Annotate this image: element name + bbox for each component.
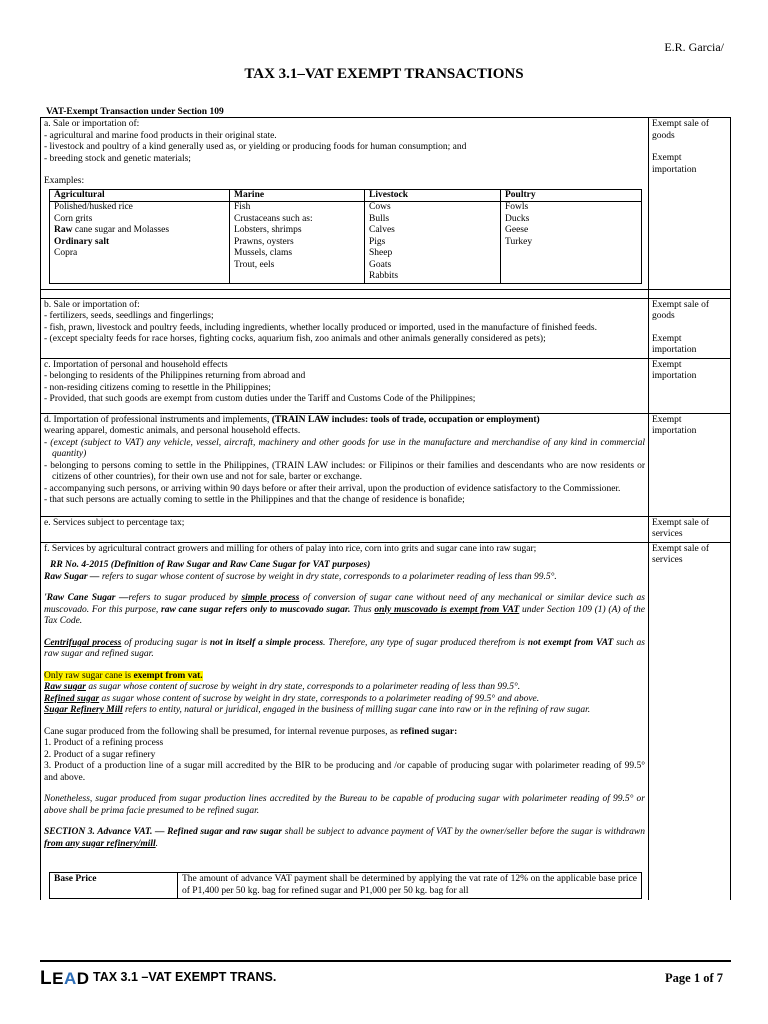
examples-body-row: [50, 202, 642, 284]
base-price-label: Base Price: [50, 873, 178, 899]
col-header-poultry: Poultry: [501, 189, 642, 202]
row-e-classification: [649, 516, 731, 542]
page-number: Page 1 of 7: [665, 971, 723, 985]
row-f-content: [41, 542, 649, 900]
marine-cell: [230, 202, 365, 284]
page-title: TAX 3.1–VAT EXEMPT TRANSACTIONS: [244, 66, 524, 82]
row-b-content: [41, 298, 649, 358]
list-item: Corn grits: [54, 213, 93, 224]
row-b-line: - (except specialty feeds for race horses, fighting cocks, aquarium fish, zoo animals and other animals generally considered as pets);: [44, 334, 546, 344]
row-c-line: - non-residing citizens coming to resettle in the Philippines;: [44, 382, 271, 393]
classification-label: Exempt sale of goods: [652, 299, 709, 321]
row-d-line: d. Importation of professional instruments and implements, (TRAIN LAW includes: tools of trade, occupation or employment): [44, 414, 540, 425]
list-item: 2. Product of a sugar refinery: [44, 749, 156, 760]
list-item: Lobsters, shrimps: [234, 225, 302, 235]
row-d: [41, 413, 731, 516]
col-header-agricultural: Agricultural: [50, 189, 230, 202]
highlighted-note: Only raw sugar cane is exempt from vat.: [44, 670, 203, 681]
row-a-line: a. Sale or importation of:: [44, 119, 140, 129]
poultry-cell: [501, 202, 642, 284]
examples-table: [49, 189, 642, 284]
row-d-classification: [649, 413, 731, 516]
row-d-line: - accompanying such persons, or arriving within 90 days before or after their arrival, upon the production of evidence satisfactory to the Commissioner.: [44, 483, 621, 494]
row-a-line: - livestock and poultry of a kind generally used as, or yielding or producing foods for human consumption; and: [44, 142, 467, 152]
row-d-line: wearing apparel, domestic animals, and personal household effects.: [44, 426, 301, 436]
list-item: Copra: [54, 248, 78, 258]
row-e: [41, 516, 731, 542]
examples-label: Examples:: [44, 176, 85, 186]
row-f: [41, 542, 731, 900]
row-a-line: - breeding stock and genetic materials;: [44, 153, 191, 164]
classification-label: Exempt importation: [652, 414, 697, 436]
raw-sugar-definition: Raw Sugar — refers to sugar whose content of sucrose by weight in dry state, corresponds to a polarimeter reading of less than 99.5°.: [44, 571, 557, 582]
classification-label: Exempt sale of services: [652, 517, 709, 539]
list-item: Crustaceans such as:: [234, 213, 313, 224]
row-e-line: e. Services subject to percentage tax;: [44, 517, 185, 528]
row-c-line: c. Importation of personal and household effects: [44, 359, 228, 370]
centrifugal-process-paragraph: Centrifugal process of producing sugar is not in itself a simple process. Therefore, any type of sugar produced therefrom is not exempt from VAT such as raw sugar and refined sugar.: [44, 637, 645, 659]
row-a: [41, 118, 731, 290]
classification-label: Exempt importation: [652, 333, 697, 355]
list-item: Geese: [505, 225, 529, 235]
def-sugar-refinery-mill: Sugar Refinery Mill refers to entity, natural or juridical, engaged in the business of milling sugar cane into raw or in the refining of raw sugar.: [44, 705, 591, 715]
author-label: E.R. Garcia/: [664, 40, 724, 54]
base-price-text: The amount of advance VAT payment shall be determined by applying the vat rate of 12% on the applicable base price of P1,400 per 50 kg. bag for refined sugar and P1,000 per 50 kg. bag for all: [178, 873, 642, 899]
list-item: Fowls: [505, 202, 529, 212]
agricultural-cell: [50, 202, 230, 284]
row-c-line: - Provided, that such goods are exempt from custom duties under the Tariff and Customs Code of the Philippines;: [44, 394, 476, 404]
footer-title: TAX 3.1 –VAT EXEMPT TRANS.: [93, 970, 277, 984]
list-item: Raw cane sugar and Molasses: [54, 225, 170, 235]
list-item: Polished/husked rice: [54, 202, 133, 212]
list-item: Mussels, clams: [234, 248, 293, 258]
list-item: Calves: [369, 225, 395, 235]
row-d-line: - that such persons are actually coming to settle in the Philippines and that the change of residence is bonafide;: [44, 495, 465, 505]
row-d-content: [41, 413, 649, 516]
row-c: [41, 358, 731, 413]
row-b: [41, 298, 731, 358]
classification-label: Exempt importation: [652, 359, 697, 381]
lead-logo: LEAD: [40, 968, 90, 989]
list-item: Turkey: [505, 236, 533, 247]
row-b-line: - fish, prawn, livestock and poultry feeds, including ingredients, whether locally produced or imported, used in the manufacture of finished feeds.: [44, 322, 597, 333]
base-price-table: [49, 872, 642, 899]
row-d-line: - (except (subject to VAT) any vehicle, vessel, aircraft, machinery and other goods for use in the manufacture and merchandise of any kind in commercial quantity): [44, 437, 645, 459]
row-a-content: [41, 118, 649, 290]
section-heading: VAT-Exempt Transaction under Section 109: [46, 107, 224, 117]
list-item: Sheep: [369, 248, 393, 258]
row-b-classification: [649, 298, 731, 358]
list-item: Ordinary salt: [54, 236, 110, 247]
list-item: Trout, eels: [234, 259, 275, 270]
row-a-classification: [649, 118, 731, 290]
classification-label: Exempt importation: [652, 153, 697, 175]
list-item: Ducks: [505, 213, 530, 224]
examples-header-row: [50, 189, 642, 202]
row-e-content: [41, 516, 649, 542]
nonetheless-paragraph: Nonetheless, sugar produced from sugar production lines accredited by the Bureau to be capable of producing sugar with polarimeter reading of 99.5° or above shall be prima facie presumed to be refined sugar.: [44, 794, 645, 816]
list-item: Bulls: [369, 213, 390, 224]
page-footer: [40, 960, 731, 990]
classification-label: Exempt sale of goods: [652, 119, 709, 141]
list-item: Goats: [369, 259, 392, 270]
col-header-marine: Marine: [230, 189, 365, 202]
row-f-intro: f. Services by agricultural contract growers and milling for others of palay into rice, corn into grits and sugar cane into raw sugar;: [44, 543, 537, 554]
vat-exempt-table: [40, 117, 731, 900]
classification-label: Exempt sale of services: [652, 543, 709, 565]
base-price-row: [50, 873, 642, 899]
list-item: Pigs: [369, 236, 386, 247]
raw-cane-sugar-definition: 'Raw Cane Sugar —refers to sugar produced by simple process of conversion of sugar cane without need of any mechanical or similar device such as muscovado. For this purpose, raw cane sugar refers only to muscovado sugar. Thus only muscovado is exempt from VAT under Section 109 (1) (A) of the Tax Code.: [44, 593, 646, 626]
livestock-cell: [365, 202, 501, 284]
row-c-line: - belonging to residents of the Philippines returning from abroad and: [44, 371, 306, 381]
def-refined-sugar: Refined sugar as sugar whose content of sucrose by weight in dry state, corresponds to a polarimeter reading of 99.5° and above.: [44, 693, 540, 704]
list-item: Cows: [369, 202, 391, 212]
list-item: 3. Product of a production line of a sugar mill accredited by the BIR to be producing and /or capable of producing sugar with polarimeter reading of 99.5° and above.: [44, 761, 645, 783]
row-b-line: - fertilizers, seeds, seedlings and fingerlings;: [44, 311, 214, 321]
list-item: Rabbits: [369, 271, 399, 281]
list-item: Prawns, oysters: [234, 236, 294, 247]
list-item: Fish: [234, 202, 251, 212]
row-a-line: - agricultural and marine food products in their original state.: [44, 130, 277, 141]
row-c-content: [41, 358, 649, 413]
list-item: 1. Product of a refining process: [44, 738, 164, 748]
section-3-paragraph: SECTION 3. Advance VAT. — Refined sugar and raw sugar shall be subject to advance payment of VAT by the owner/seller before the sugar is withdrawn from any sugar refinery/mill.: [44, 827, 646, 849]
def-raw-sugar: Raw sugar as sugar whose content of sucrose by weight in dry state, corresponds to a polarimeter reading of less than 99.5°.: [44, 682, 521, 692]
rr-title: RR No. 4-2015 (Definition of Raw Sugar and Raw Cane Sugar for VAT purposes): [50, 560, 371, 570]
row-f-classification: [649, 542, 731, 900]
row-c-classification: [649, 358, 731, 413]
col-header-livestock: Livestock: [365, 189, 501, 202]
row-d-line: - belonging to persons coming to settle in the Philippines, (TRAIN LAW includes: or Filipinos or their families and descendants who are now residents or citizens of other countries), for their own use and not for sale, barter or exchange.: [44, 460, 645, 482]
presumed-paragraph: Cane sugar produced from the following shall be presumed, for internal revenue purposes, as refined sugar:: [44, 726, 458, 737]
row-b-line: b. Sale or importation of:: [44, 299, 140, 310]
